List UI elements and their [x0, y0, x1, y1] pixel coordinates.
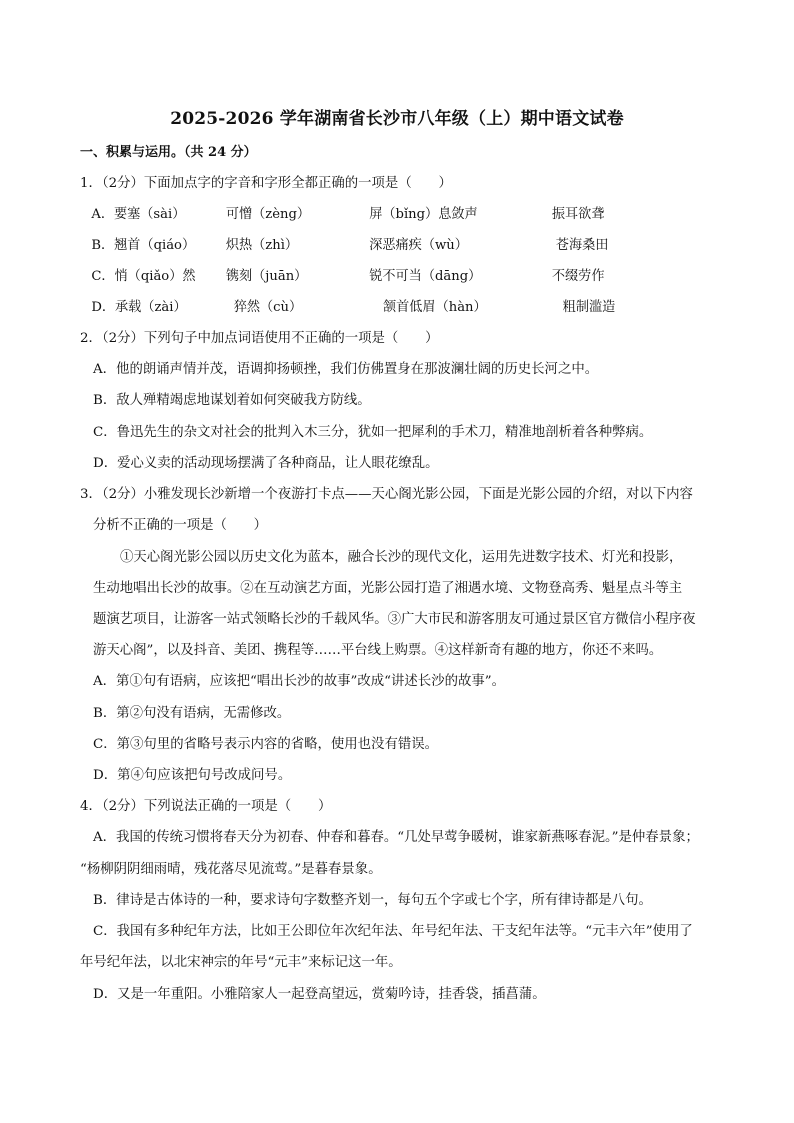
question-3-passage-line: ①天心阁光影公园以历史文化为蓝本，融合长沙的现代文化，运用先进数字技术、灯光和投影，: [120, 550, 683, 565]
option-cell: 可憎（zèng）: [225, 207, 311, 222]
question-4-option-a-cont: “杨柳阴阴细雨晴，残花落尽见流莺。”是暮春景象。: [80, 862, 382, 877]
option-cell: 深恶痛疾（wù）: [369, 238, 468, 253]
question-1-stem: 1．（2分）下面加点字的字音和字形全都正确的一项是（ ）: [80, 176, 452, 191]
option-cell: 镌刻（juān）: [225, 269, 308, 284]
question-2-option-c: C．鲁迅先生的杂文对社会的批判入木三分，犹如一把犀利的手术刀，精准地剖析着各种弊病。: [93, 425, 653, 440]
question-3-passage-line: 生动地唱出长沙的故事。②在互动演艺方面，光影公园打造了湘遇水境、文物登高秀、魁星点斗等主: [93, 581, 683, 596]
page-title: 2025-2026 学年湖南省长沙市八年级（上）期中语文试卷: [170, 109, 624, 129]
question-3-option-a: A．第①句有语病，应该把“唱出长沙的故事”改成“讲述长沙的故事”。: [93, 674, 505, 689]
question-3-passage-line: 游天心阁”，以及抖音、美团、携程等……平台线上购票。④这样新奇有趣的地方，你还不来吗。: [93, 643, 663, 658]
question-3-passage-line: 题演艺项目，让游客一站式领略长沙的千载风华。③广大市民和游客朋友可通过景区官方微信小程序夜: [93, 612, 696, 627]
question-4-option-c-cont: 年号纪年法，以北宋神宗的年号“元丰”来标记这一年。: [80, 955, 402, 970]
option-cell: 炽热（zhì）: [225, 238, 299, 253]
option-cell: D．承载（zài）: [91, 300, 187, 315]
option-cell: 颔首低眉（hàn）: [382, 300, 487, 315]
question-4-stem: 4．（2分）下列说法正确的一项是（ ）: [80, 799, 332, 814]
question-4-option-d: D．又是一年重阳。小雅陪家人一起登高望远，赏菊吟诗，挂香袋，插菖蒲。: [93, 987, 546, 1002]
option-cell: 振耳欲聋: [551, 207, 605, 222]
option-cell: 猝然（cù）: [233, 300, 303, 315]
option-cell: A．要塞（sài）: [91, 207, 186, 222]
question-4-option-a: A．我国的传统习惯将春天分为初春、仲春和暮春。“几处早莺争暖树，谁家新燕啄春泥。”是仲春景象；: [93, 830, 699, 845]
option-cell: 苍海桑田: [555, 238, 609, 253]
question-4-option-b: B．律诗是古体诗的一种，要求诗句字数整齐划一，每句五个字或七个字，所有律诗都是八句。: [93, 893, 652, 908]
question-2-option-a: A．他的朗诵声情并茂，语调抑扬顿挫，我们仿佛置身在那波澜壮阔的历史长河之中。: [93, 362, 599, 377]
section-heading: 一、积累与运用。（共 24 分）: [80, 145, 257, 160]
question-2-option-b: B．敌人殚精竭虑地谋划着如何突破我方防线。: [93, 393, 371, 408]
question-2-stem: 2．（2分）下列句子中加点词语使用不正确的一项是（ ）: [80, 331, 439, 346]
option-cell: 不缀劳作: [551, 269, 605, 284]
question-2-option-d: D．爱心义卖的活动现场摆满了各种商品，让人眼花缭乱。: [93, 456, 439, 471]
question-3-option-b: B．第②句没有语病，无需修改。: [93, 706, 291, 721]
option-cell: 屏（bǐng）息敛声: [369, 207, 478, 222]
question-3-option-d: D．第④句应该把句号改成问号。: [93, 768, 292, 783]
option-cell: B．翘首（qiáo）: [91, 238, 196, 253]
question-3-stem-cont: 分析不正确的一项是（ ）: [93, 518, 268, 533]
option-cell: 锐不可当（dāng）: [369, 269, 482, 284]
question-4-option-c: C．我国有多种纪年方法，比如王公即位年次纪年法、年号纪年法、干支纪年法等。“元丰六年”使用了: [93, 924, 693, 939]
question-3-stem: 3．（2分）小雅发现长沙新增一个夜游打卡点——天心阁光影公园，下面是光影公园的介绍，对以下内容: [80, 487, 693, 502]
option-cell: 粗制滥造: [562, 300, 616, 315]
option-cell: C．悄（qiǎo）然: [91, 269, 196, 284]
question-3-option-c: C．第③句里的省略号表示内容的省略，使用也没有错误。: [93, 737, 439, 752]
